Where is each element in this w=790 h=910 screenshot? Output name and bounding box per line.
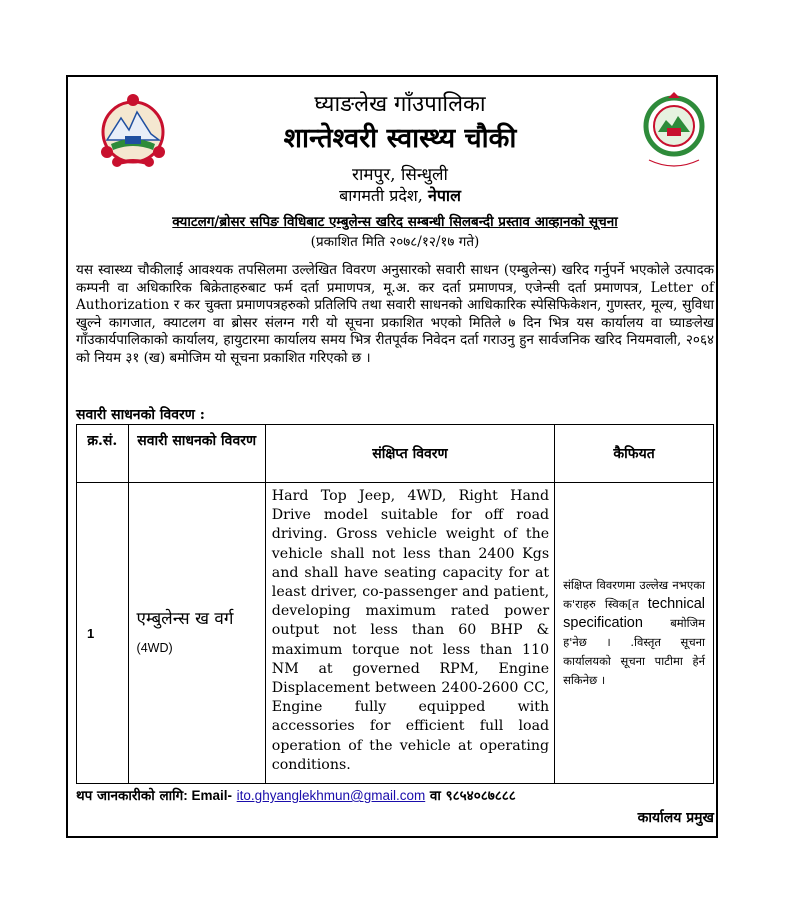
column-header-description: संक्षिप्त विवरण — [265, 425, 554, 483]
address-line: रामपुर, सिन्धुली — [352, 165, 448, 185]
contact-line — [76, 786, 516, 804]
remark-text-2: बमोजिम ह'नेछ । .विस्तृत सूचना कार्यालयको सूचना पाटीमा हेर्न सकिनेछ । — [563, 616, 705, 688]
table-header-row — [77, 425, 714, 483]
row-vehicle-name — [128, 483, 265, 784]
province-name: बागमती प्रदेश, — [339, 186, 423, 205]
contact-prefix: थप जानकारीको लागि — [76, 788, 184, 804]
notice-title: क्याटलग/ब्रोसर सपिङ विधिबाट एम्बुलेन्स खरिद सम्बन्धी सिलबन्दी प्रस्ताव आव्हानको सूचना — [172, 214, 618, 230]
email-link[interactable]: ito.ghyanglekhmun@gmail.com — [236, 788, 426, 803]
nepal-emblem-icon — [93, 90, 173, 170]
vehicle-table — [76, 424, 714, 784]
table-row — [77, 483, 714, 784]
column-header-sn: क्र.सं. — [77, 425, 129, 483]
vehicle-name-text: एम्बुलेन्स ख वर्ग — [136, 608, 234, 629]
email-label: : Email- — [183, 788, 232, 803]
health-post-name: शान्तेश्वरी स्वास्थ्य चौकी — [283, 123, 517, 154]
signature-office-chief: कार्यालय प्रमुख — [637, 810, 714, 826]
row-remarks — [555, 483, 714, 784]
published-date: (प्रकाशित मिति २०७८/१२/१७ गते) — [310, 234, 480, 250]
vehicle-section-heading: सवारी साधनको विवरण : — [76, 407, 205, 423]
column-header-vehicle: सवारी साधनको विवरण — [128, 425, 265, 483]
contact-phone: वा ९८५४०८७८८८ — [429, 788, 516, 804]
remark-text-1: संक्षिप्त विवरणमा उल्लेख नभएका क'राहरु स्विक[त — [563, 578, 705, 612]
municipality-logo-icon — [633, 90, 715, 172]
municipality-name: घ्याङलेख गाँउपालिका — [314, 92, 486, 117]
row-serial-number: 1 — [77, 483, 129, 784]
column-header-remarks: कैफियत — [555, 425, 714, 483]
country-name: नेपाल — [427, 186, 461, 205]
remark-technical-spec: technical specification — [563, 596, 705, 632]
vehicle-drive-type: (4WD) — [136, 640, 173, 655]
province-line — [180, 184, 620, 206]
notice-body: यस स्वास्थ्य चौकीलाई आवश्यक तपसिलमा उल्लेखित विवरण अनुसारको सवारी साधन (एम्बुलेन्स) खरिद गर्नुपर्ने भएकोले उत्पादक कम्पनी वा अधिकारिक बिक्रेताहरुबाट फर्म दर्ता प्रमाणपत्र, मू.अ. कर दर्ता प्रमाणपत्र, एजेन्सी दर्ता प्रमाणपत्र, Letter of Authorization र कर चुक्ता प्रमाणपत्रहरुको प्रतिलिपि तथा सवारी साधनको आधिकारिक स्पेसिफिकेशन, गुणस्तर, मूल्य, सुविधा खुल्ने कागजात, क्याटलग वा ब्रोसर संलग्न गरी यो सूचना प्रकाशित भएको मितिले ७ दिन भित्र यस कार्यालय वा घ्याङलेख गाँउकार्यपालिकाको कार्यालय, हायुटारमा कार्यालय समय भित्र रीतपूर्वक निवेदन दर्ता गराउनु हुन सार्वजनिक खरिद नियमवाली, २०६४ को नियम ३१ (ख) बमोजिम यो सूचना प्रकाशित गरिएको छ । — [76, 262, 714, 366]
row-description: Hard Top Jeep, 4WD, Right Hand Drive model suitable for off road driving. Gross vehicle weight of the vehicle shall not less than 2400 Kgs and shall have seating capacity for at least driver, co-passenger and patient, developing maximum rated power output not less than 60 BHP & maximum torque not less than 110 NM at governed RPM, Engine Displacement between 2400-2600 CC, Engine fully equipped with accessories for efficient full load operation of the vehicle at operating conditions. — [265, 483, 554, 784]
